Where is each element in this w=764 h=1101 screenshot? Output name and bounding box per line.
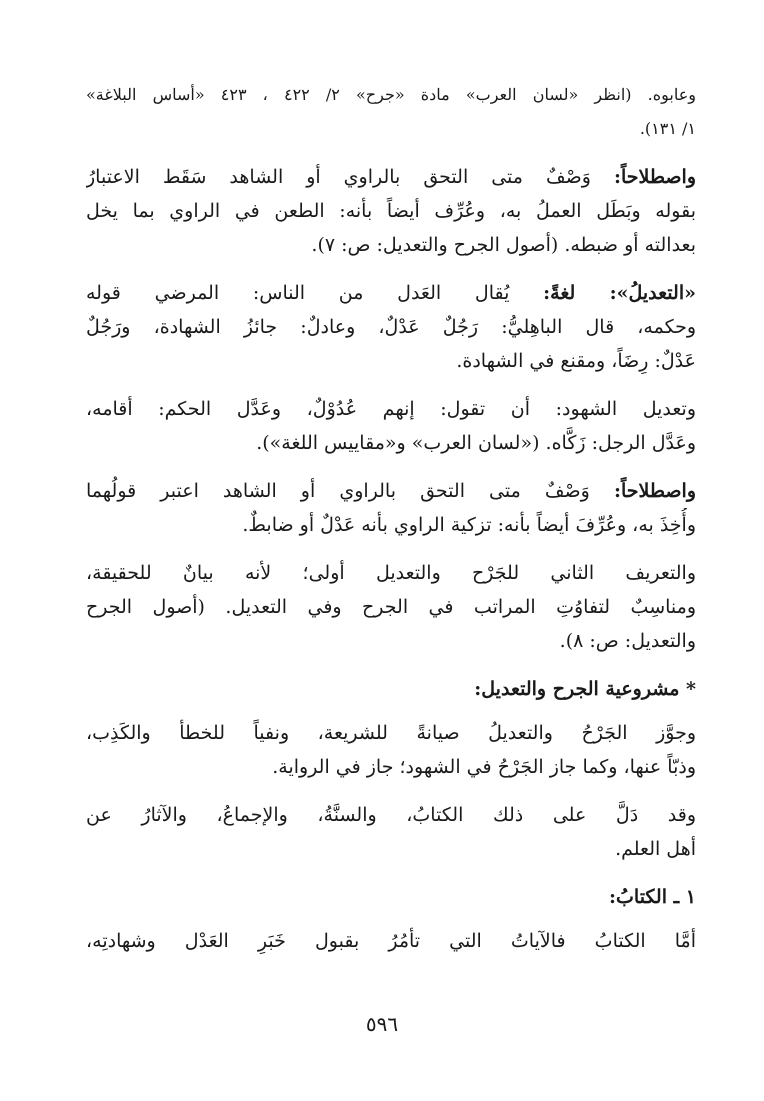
text-run: وَصْفٌ متى التحق بالراوي أو الشاهد سَقَط الاعتبارُ <box>86 166 591 188</box>
text-line <box>86 474 696 508</box>
text-line: وعابوه. (انظر «لسان العرب» مادة «جرح» ٢/ ٤٢٢ ، ٤٢٣ «أساس البلاغة» <box>86 85 696 104</box>
paragraph-book <box>86 924 696 958</box>
term-lead: «التعديلُ»: لغةً: <box>543 282 696 304</box>
text-line <box>86 276 696 310</box>
text-line: ومناسِبٌ لتفاوُتِ المراتب في الجرح وفي التعديل. (أصول الجرح <box>86 596 696 618</box>
text-line: وحكمه، قال الباهِليُّ: رَجُلٌ عَدْلٌ، وعادلٌ: جائزُ الشهادة، ورَجُلٌ <box>86 316 696 338</box>
text-line: وأُخِذَ به، وعُرِّفَ أيضاً بأنه: تزكية الراوي بأنه عَدْلٌ أو ضابطٌ. <box>242 514 696 536</box>
text-run: وَصْفٌ متى التحق بالراوي أو الشاهد اعتبر قولُهما <box>86 480 590 502</box>
paragraph-permission <box>86 716 696 784</box>
text-line: أهل العلم. <box>615 838 696 860</box>
text-line: وتعديل الشهود: أن تقول: إنهم عُدُوْلٌ، وعَدَّل الحكم: أقامه، <box>86 398 696 420</box>
paragraph-preference <box>86 556 696 658</box>
section-heading-book: ١ ـ الكتابُ: <box>609 886 696 908</box>
paragraph-tadil-lexical <box>86 276 696 378</box>
text-line: والتعريف الثاني للجَرْح والتعديل أولى؛ لأنه بيانٌ للحقيقة، <box>86 562 696 584</box>
text-line: عَدْلٌ: رِضَاً، ومقنع في الشهادة. <box>456 350 696 372</box>
text-line: والتعديل: ص: ٨). <box>559 630 696 652</box>
term-lead: واصطلاحاً: <box>613 480 696 502</box>
text-line: بقوله وبَطَل العملُ به، وعُرِّف أيضاً بأنه: الطعن في الراوي بما يخل <box>86 200 696 222</box>
paragraph-witness-tadil <box>86 392 696 460</box>
text-line: بعدالته أو ضبطه. (أصول الجرح والتعديل: ص: ٧). <box>311 234 696 256</box>
paragraph-references <box>86 78 696 146</box>
paragraph-evidence <box>86 798 696 866</box>
text-line: وجوَّز الجَرْحُ والتعديلُ صيانةً للشريعة، ونفياً للخطأ والكَذِب، <box>86 722 696 744</box>
section-heading-legitimacy: * مشروعية الجرح والتعديل: <box>474 678 696 700</box>
paragraph-tadil-definition <box>86 474 696 542</box>
text-run: يُقال العَدل من الناس: المرضي قوله <box>86 282 510 304</box>
page-number: ٥٩٦ <box>365 1012 399 1036</box>
main-text <box>86 78 696 972</box>
text-line <box>86 160 696 194</box>
text-line: ١/ ١٣١). <box>639 119 696 138</box>
paragraph-jarh-definition <box>86 160 696 262</box>
text-line: وعَدَّل الرجل: زَكَّاه. («لسان العرب» و«مقاييس اللغة»). <box>256 432 696 454</box>
text-line: أمَّا الكتابُ فالآياتُ التي تأمُرُ بقبول خَبَرِ العَدْل وشهادتِه، <box>86 930 696 952</box>
text-line: وقد دَلَّ على ذلك الكتابُ، والسنَّةُ، والإجماعُ، والآثارُ عن <box>86 804 696 826</box>
term-lead: واصطلاحاً: <box>613 166 696 188</box>
text-line: وذبّاً عنها، وكما جاز الجَرْحُ في الشهود؛ جاز في الرواية. <box>272 756 696 778</box>
